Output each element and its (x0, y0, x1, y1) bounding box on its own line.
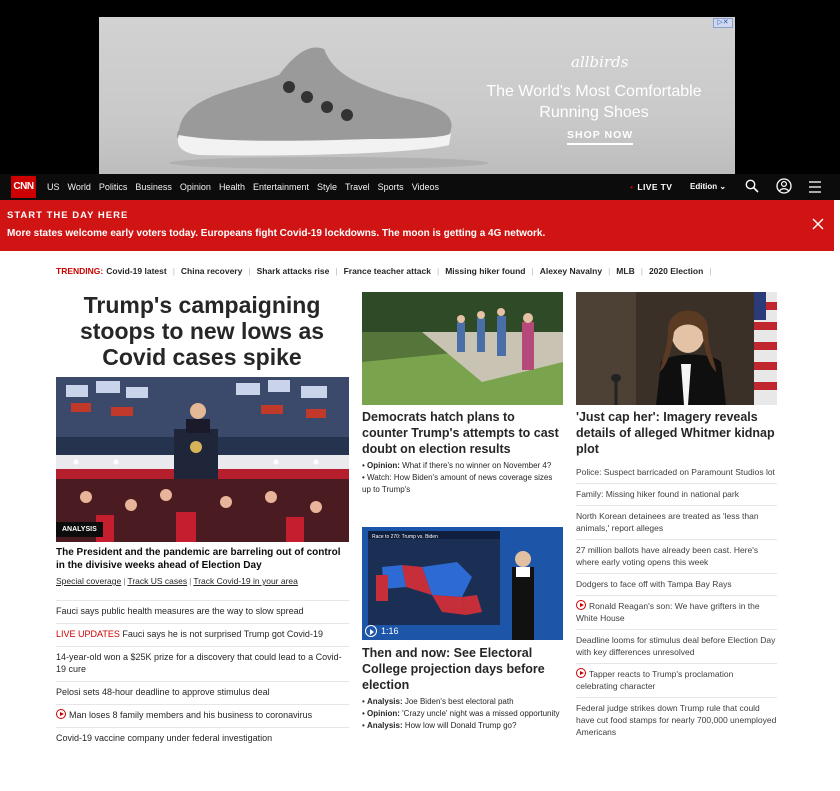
list-item[interactable] (56, 704, 349, 727)
live-dot-icon: • (630, 182, 634, 192)
lead-description[interactable]: The President and the pandemic are barreling out of control in the divisive weeks ahead of Election Day (56, 547, 341, 571)
trending-item-china-recovery[interactable]: China recovery (180, 266, 243, 276)
bullet-item[interactable] (362, 708, 563, 720)
banner-kicker: START THE DAY HERE (7, 210, 129, 221)
bullet-label: Opinion: (367, 709, 400, 718)
whitmer-headline[interactable]: 'Just cap her': Imagery reveals details of alleged Whitmer kidnap plot (576, 410, 775, 456)
lead-image-rally[interactable] (56, 377, 349, 542)
list-item[interactable] (56, 646, 349, 681)
list-item-text: North Korean detainees are treated as 'less than animals,' report alleges (576, 511, 759, 533)
bullet-dot: • (362, 697, 368, 706)
list-item-text: Dodgers to face off with Tampa Bay Rays (576, 579, 732, 589)
list-item-text: Police: Suspect barricaded on Paramount Studios lot (576, 467, 775, 477)
list-item-text: Deadline looms for stimulus deal before Election Day with key differences unresolved (576, 635, 776, 657)
list-item-text: Family: Missing hiker found in national park (576, 489, 739, 499)
bullet-text: 'Crazy uncle' night was a missed opportunity (399, 709, 560, 718)
pipe-divider: | (608, 266, 611, 276)
track-us-cases-link[interactable]: Track US cases (127, 576, 188, 586)
trending-item-alexey-navalny[interactable]: Alexey Navalny (539, 266, 603, 276)
pipe-divider: | (189, 576, 192, 586)
analysis-badge: ANALYSIS (56, 522, 103, 537)
play-icon (576, 600, 586, 610)
trending-item-france-teacher-attack[interactable]: France teacher attack (343, 266, 431, 276)
list-item[interactable] (576, 505, 777, 539)
list-item[interactable] (56, 600, 349, 623)
ad-brand: allbirds (571, 53, 629, 71)
duration-label: 1:16 (381, 626, 399, 636)
pipe-divider: | (640, 266, 643, 276)
live-tv-link[interactable] (630, 182, 672, 192)
special-coverage-link[interactable]: Special coverage (56, 576, 122, 586)
play-icon (576, 668, 586, 678)
bullet-label: Analysis: (367, 721, 403, 730)
nav-link-entertainment[interactable]: Entertainment (252, 182, 309, 192)
list-item[interactable] (56, 623, 349, 646)
image-whitmer[interactable] (576, 292, 777, 405)
bullet-item[interactable] (362, 720, 563, 732)
trending-item-covid-19-latest[interactable]: Covid-19 latest (106, 266, 167, 276)
bullet-item[interactable] (362, 696, 563, 708)
list-item-text: Fauci says he is not surprised Trump got Covid-19 (119, 629, 323, 639)
nav-link-travel[interactable]: Travel (345, 182, 370, 192)
nav-links (47, 174, 447, 200)
list-item[interactable] (576, 629, 777, 663)
col3-headline-list (576, 462, 777, 743)
nav-link-business[interactable]: Business (135, 182, 172, 192)
list-item[interactable] (576, 573, 777, 595)
story1-bullets (362, 460, 563, 496)
list-item[interactable] (576, 595, 777, 629)
bullet-item[interactable] (362, 472, 563, 496)
list-item-text: Fauci says public health measures are the way to slow spread (56, 606, 304, 616)
live-updates-tag: LIVE UPDATES (56, 629, 120, 639)
trending-label: TRENDING: (56, 266, 104, 276)
bullet-label: Opinion: (367, 461, 400, 470)
image-voters-line[interactable] (362, 292, 563, 405)
top-nav (0, 174, 840, 200)
bullet-label: Analysis: (367, 697, 403, 706)
list-item[interactable] (56, 727, 349, 750)
ad-headline: The World's Most Comfortable Running Shoes (486, 83, 702, 121)
bullet-dot: • (362, 461, 368, 470)
bullet-dot: • (362, 473, 368, 482)
trending-item-2020-election[interactable]: 2020 Election (648, 266, 704, 276)
list-item-text: 14-year-old won a $25K prize for a discovery that could lead to a Covid-19 cure (56, 652, 342, 674)
nav-link-style[interactable]: Style (316, 182, 337, 192)
ad-shop-now-button[interactable]: SHOP NOW (567, 129, 633, 145)
list-item[interactable] (576, 663, 777, 697)
start-the-day-banner[interactable] (0, 200, 834, 251)
pipe-divider: | (335, 266, 338, 276)
banner-message[interactable]: More states welcome early voters today. Europeans fight Covid-19 lockdowns. The moon is getting a 4G network. (7, 228, 546, 239)
list-item-text: Ronald Reagan's son: We have grifters in the White House (576, 601, 760, 623)
nav-link-opinion[interactable]: Opinion (179, 182, 211, 192)
hamburger-menu-icon[interactable] (809, 181, 821, 193)
list-item-text: Federal judge strikes down Trump rule that could have cut food stamps for nearly 700,000 unemployed Americans (576, 703, 777, 737)
bullet-item[interactable] (362, 460, 563, 472)
electoral-college-headline[interactable]: Then and now: See Electoral College projection days before election (362, 646, 545, 692)
track-covid-area-link[interactable]: Track Covid-19 in your area (193, 576, 298, 586)
pipe-divider: | (123, 576, 126, 586)
list-item[interactable] (576, 462, 777, 483)
map-screen-title: Race to 270: Trump vs. Biden (372, 534, 438, 540)
bullet-dot: • (362, 709, 368, 718)
cnn-logo[interactable]: CNN (11, 176, 36, 198)
pipe-divider: | (709, 266, 712, 276)
nav-link-videos[interactable]: Videos (411, 182, 440, 192)
user-account-icon[interactable] (776, 178, 792, 194)
list-item-text: Covid-19 vaccine company under federal investigation (56, 733, 273, 743)
trending-item-shark-attacks-rise[interactable]: Shark attacks rise (256, 266, 330, 276)
bullet-text: What if there's no winner on November 4? (399, 461, 552, 470)
list-item-text: Tapper reacts to Trump's proclamation celebrating character (576, 669, 734, 691)
list-item-text: Pelosi sets 48-hour deadline to approve stimulus deal (56, 687, 270, 697)
list-item[interactable] (56, 681, 349, 704)
live-tv-label: LIVE TV (637, 182, 673, 192)
list-item-text: Man loses 8 family members and his business to coronavirus (69, 710, 313, 720)
nav-link-sports[interactable]: Sports (377, 182, 404, 192)
video-electoral-map[interactable] (362, 527, 563, 640)
trending-item-mlb[interactable]: MLB (616, 266, 635, 276)
nav-link-us[interactable]: US (47, 182, 60, 192)
edition-label: Edition (690, 182, 718, 191)
play-icon (365, 625, 377, 637)
edition-menu[interactable] (690, 182, 726, 191)
bullet-text: How low will Donald Trump go? (402, 721, 517, 730)
video-duration (365, 625, 399, 637)
story2-bullets (362, 696, 563, 732)
play-icon (56, 709, 66, 719)
democrats-headline[interactable]: Democrats hatch plans to counter Trump's attempts to cast doubt on election results (362, 410, 559, 456)
nav-link-politics[interactable]: Politics (98, 182, 128, 192)
list-item[interactable] (576, 697, 777, 743)
list-item-text: 27 million ballots have already been cast. Here's where early voting opens this week (576, 545, 759, 567)
trending-bar (56, 265, 718, 277)
adchoices-icon[interactable]: ▷✕ (713, 18, 733, 28)
col1-headline-list (56, 600, 349, 750)
pipe-divider: | (248, 266, 251, 276)
close-icon[interactable] (812, 218, 824, 230)
pipe-divider: | (436, 266, 440, 276)
list-item[interactable] (576, 539, 777, 573)
bullet-dot: • (362, 721, 368, 730)
pipe-divider: | (531, 266, 534, 276)
lead-related-links (56, 576, 298, 586)
search-icon[interactable] (745, 179, 759, 193)
nav-link-health[interactable]: Health (218, 182, 245, 192)
trending-item-missing-hiker-found[interactable]: Missing hiker found (445, 266, 526, 276)
bullet-text: Joe Biden's best electoral path (402, 697, 514, 706)
nav-link-world[interactable]: World (67, 182, 91, 192)
ad-banner[interactable] (99, 17, 735, 174)
pipe-divider: | (172, 266, 175, 276)
lead-headline[interactable]: Trump's campaigning stoops to new lows as Covid cases spike (79, 292, 325, 370)
chevron-down-icon: ⌄ (719, 182, 727, 191)
bullet-text: Watch: How Biden's amount of news coverage sizes up to Trump's (362, 473, 553, 494)
list-item[interactable] (576, 483, 777, 505)
